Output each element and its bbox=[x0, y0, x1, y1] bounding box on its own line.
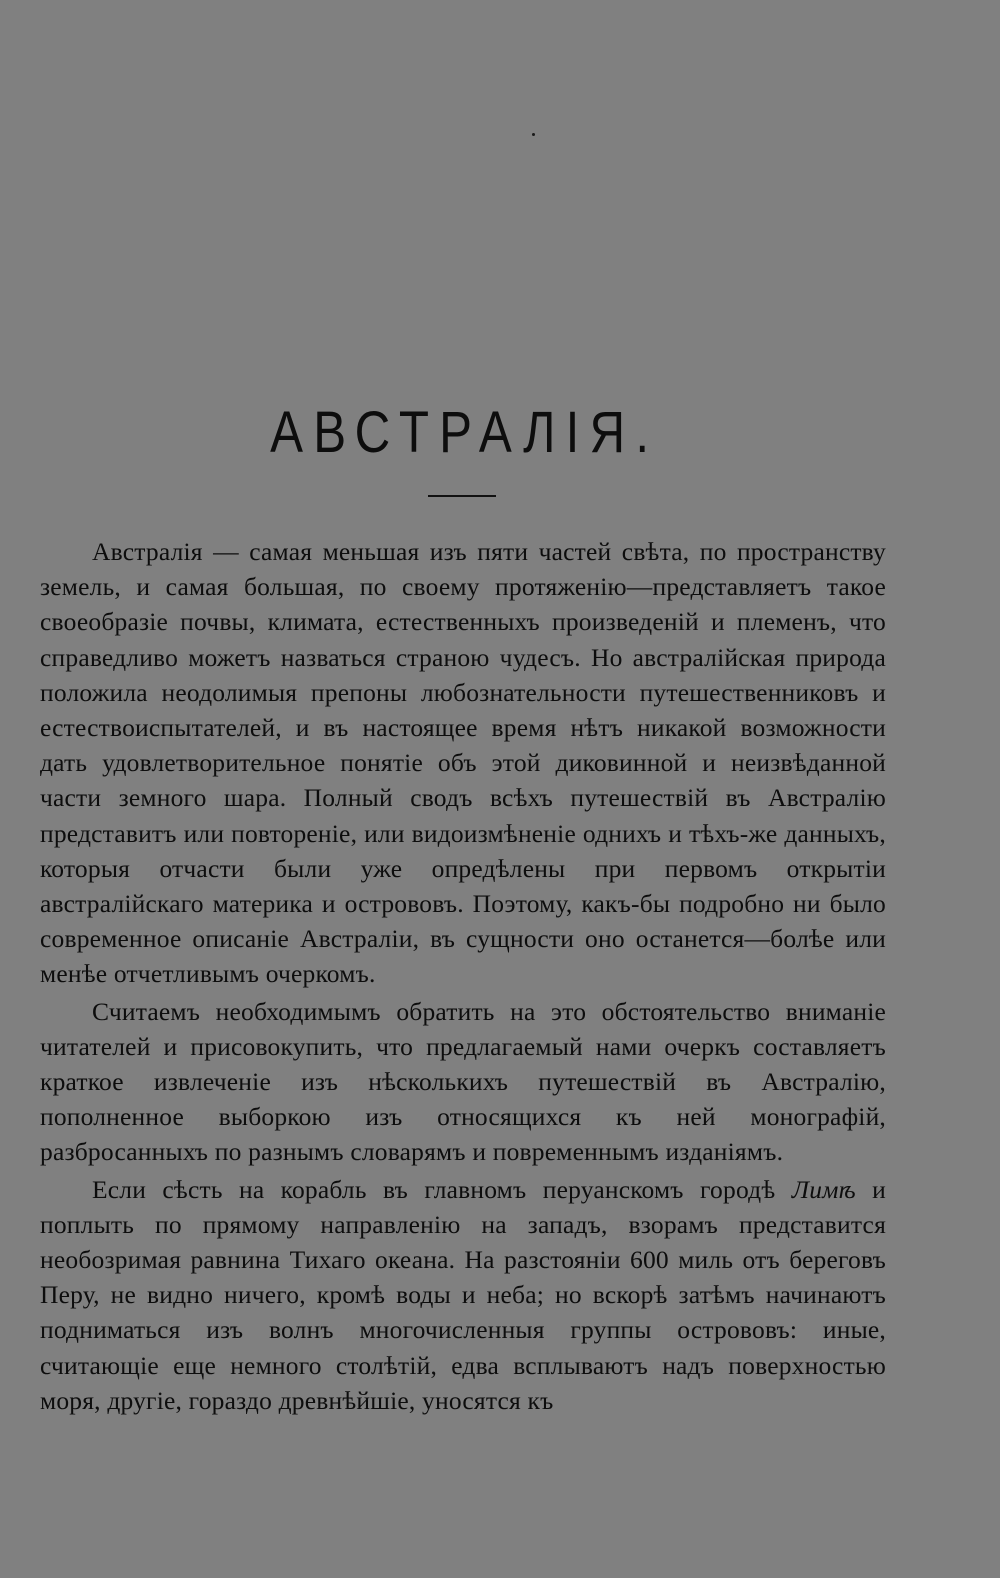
paragraph-3-start: Если сѣсть на корабль въ главномъ перуанскомъ городѣ bbox=[92, 1174, 792, 1204]
paragraph-1: Австралія — самая меньшая изъ пяти частей свѣта, по пространству земель, и самая большая, по своему протяженію—представляетъ такое своеобразіе почвы, климата, естественныхъ произведеній и племенъ, что справедливо можетъ назваться страною чудесъ. Но австралійская природа положила неодолимыя препоны любознательности путешественниковъ и естествоиспытателей, и въ настоящее время нѣтъ никакой возможности дать удовлетворительное понятіе объ этой диковинной и неизвѣданной части земного шара. Полный сводъ всѣхъ путешествій въ Австралію представитъ или повтореніе, или видоизмѣненіе однихъ и тѣхъ-же данныхъ, которыя отчасти были уже опредѣлены при первомъ открытіи австралійскаго материка и острововъ. Поэтому, какъ-бы подробно ни было современное описаніе Австраліи, въ сущности оно останется—болѣе или менѣе отчетливымъ очеркомъ. bbox=[40, 537, 886, 989]
paragraph-2: Считаемъ необходимымъ обратить на это обстоятельство вниманіе читателей и присовокупить, что предлагаемый нами очеркъ составляетъ краткое извлеченіе изъ нѣсколькихъ путешествій въ Австралію, пополненное выборкою изъ относящихся къ ней монографій, разбросанныхъ по разнымъ словарямъ и повременнымъ изданіямъ. bbox=[40, 996, 886, 1167]
paragraph-3 bbox=[40, 1172, 886, 1418]
chapter-title: АВСТРАЛІЯ. bbox=[270, 400, 660, 465]
print-speck bbox=[532, 133, 535, 136]
city-name-lima: Лимѣ bbox=[791, 1174, 856, 1204]
paragraph-3-rest: и поплыть по прямому направленію на западъ, взорамъ представится необозримая равнина Тихаго океана. На разстояніи 600 миль отъ береговъ Перу, не видно ничего, кромѣ воды и неба; но вскорѣ затѣмъ начинаютъ подниматься изъ волнъ многочисленныя группы острововъ: иные, считающіе еще немного столѣтій, едва всплываютъ надъ поверхностью моря, другіе, гораздо древнѣйшіе, уносятся къ bbox=[40, 1174, 887, 1415]
title-rule bbox=[428, 495, 496, 497]
body-text bbox=[40, 534, 886, 1418]
